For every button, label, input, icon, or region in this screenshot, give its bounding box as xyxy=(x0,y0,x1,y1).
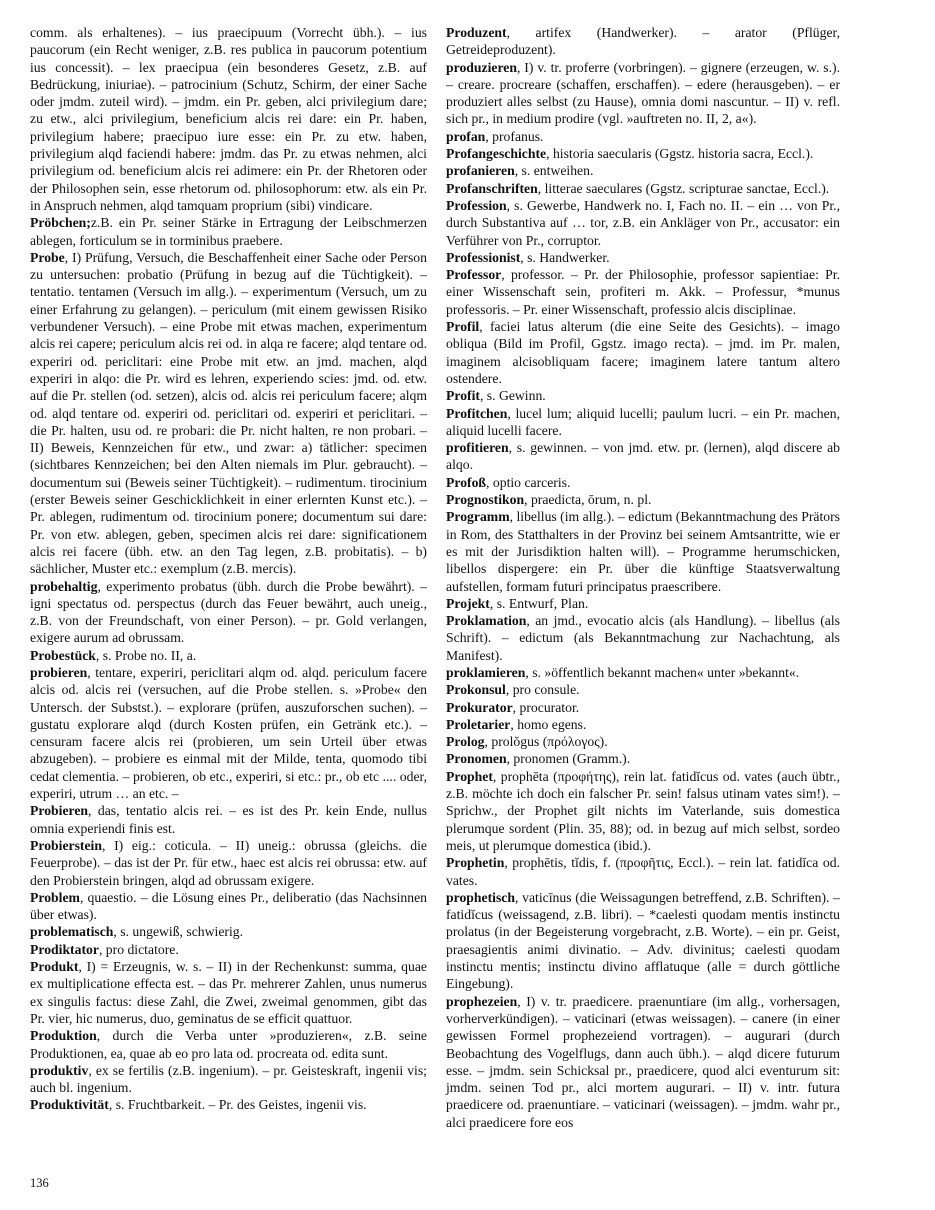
dictionary-entry xyxy=(30,647,427,664)
dictionary-entry xyxy=(446,197,840,249)
entry-headword: Profanschriften xyxy=(446,180,538,196)
dictionary-entry xyxy=(446,664,840,681)
dictionary-entry xyxy=(446,180,840,197)
entry-headword: Problem xyxy=(30,889,80,905)
entry-headword: Prophet xyxy=(446,768,493,784)
entry-definition: , s. Gewerbe, Handwerk no. I, Fach no. II. – ein … von Pr., durch Substantiva auf … tor, z.B. ein Ankläger von Pr., accusator: ein Verführer von Pr., corruptor. xyxy=(446,197,840,248)
entry-headword: Probierstein xyxy=(30,837,102,853)
dictionary-entry xyxy=(30,802,427,837)
entry-definition: , prolŏgus (πρόλογος). xyxy=(484,734,608,750)
dictionary-entry xyxy=(30,24,427,214)
entry-headword: Probieren xyxy=(30,803,89,819)
dictionary-entry xyxy=(446,128,840,145)
entry-definition: , s. entweihen. xyxy=(514,163,594,179)
entry-definition: , faciei latus alterum (die eine Seite des Gesichts). – imago obliqua (Bild im Profil, Ggstz. imago recta). – jmd. im Pr. malen, imaginem alcisobliquam facere; imaginem latere tantum altero ostendere. xyxy=(446,319,840,386)
entry-headword: Proklamation xyxy=(446,613,527,629)
dictionary-entry xyxy=(446,508,840,594)
entry-definition: , homo egens. xyxy=(510,716,587,732)
entry-headword: Profit xyxy=(446,388,480,404)
entry-headword: Pröbchen; xyxy=(30,215,91,231)
entry-definition: , an jmd., evocatio alcis (als Handlung). – libellus (als Schrift). – edictum (als Bekanntmachung zur Nachachtung, als Manifest). xyxy=(446,613,840,663)
entry-headword: Prokonsul xyxy=(446,682,506,698)
entry-definition: , ex se fertilis (z.B. ingenium). – pr. Geisteskraft, ingenii vis; auch bl. ingenium. xyxy=(30,1062,427,1096)
entry-headword: Profoß xyxy=(446,474,487,490)
dictionary-entry xyxy=(30,923,427,940)
entry-headword: Programm xyxy=(446,509,510,525)
entry-headword: prophetisch xyxy=(446,889,515,905)
entry-headword: proklamieren xyxy=(446,664,526,680)
entry-headword: problematisch xyxy=(30,924,114,940)
dictionary-entry xyxy=(446,387,840,404)
entry-headword: Prophetin xyxy=(446,855,505,871)
entry-definition: , I) eig.: coticula. – II) uneig.: obrussa (gleichs. die Feuerprobe). – das ist der Pr. für etw., haec est alcis rei obrussa: etw. auf den Probierstein bringen, alqd ad obrussam exigere. xyxy=(30,837,427,888)
dictionary-entry xyxy=(30,1027,427,1062)
entry-headword: Prodiktator xyxy=(30,941,99,957)
entry-headword: probehaltig xyxy=(30,578,98,594)
page-number: 136 xyxy=(30,1176,49,1190)
entry-headword: prophezeien xyxy=(446,993,518,1009)
entry-definition: , pro consule. xyxy=(505,682,580,698)
entry-definition: , I) v. tr. proferre (vorbringen). – gignere (erzeugen, w. s.). – creare. procreare (schaffen, erschaffen). – edere (herausgeben). – er produziert alles selbst (zu Hause), omnia domi nascuntur. – II) v. refl. sich pr., in medium prodire (vgl. »auftreten no. II, 2, a«). xyxy=(446,59,840,127)
entry-headword: produzieren xyxy=(446,59,517,75)
entry-definition: , profanus. xyxy=(485,128,544,144)
dictionary-entry xyxy=(446,318,840,387)
entry-headword: Projekt xyxy=(446,595,490,611)
entry-headword: Prognostikon xyxy=(446,492,525,508)
entry-definition: , litterae saeculares (Ggstz. scripturae sanctae, Eccl.). xyxy=(537,180,830,196)
entry-definition: , s. Probe no. II, a. xyxy=(95,647,197,663)
dictionary-entry xyxy=(30,1062,427,1097)
entry-definition: , artifex (Handwerker). – arator (Pflüger, Getreideproduzent). xyxy=(446,25,840,58)
entry-definition: , quaestio. – die Lösung eines Pr., deliberatio (das Nachsinnen über etwas). xyxy=(30,889,427,923)
dictionary-entry xyxy=(446,612,840,664)
entry-headword: Professionist xyxy=(446,249,521,265)
dictionary-entry xyxy=(446,699,840,716)
entry-definition: , professor. – Pr. der Philosophie, professor sapientiae: Pr. einer Wissenschaft sein, profiteri m. Akk. – Professur, *munus professoris. – Pr. einer Wissenschaft, professio alcis disciplinae. xyxy=(446,267,840,317)
entry-headword: profanieren xyxy=(446,163,515,179)
entry-definition: , optio carceris. xyxy=(486,474,571,490)
dictionary-entry xyxy=(30,249,427,578)
entry-definition: , s. ungewiß, schwierig. xyxy=(113,924,244,940)
entry-headword: Probestück xyxy=(30,647,96,663)
entry-definition: , pro dictatore. xyxy=(98,941,179,957)
entry-headword: Pronomen xyxy=(446,751,507,767)
entry-headword: profitieren xyxy=(446,440,509,456)
entry-definition: , procurator. xyxy=(512,699,580,715)
entry-headword: Prolog xyxy=(446,734,485,750)
entry-definition: , s. gewinnen. – von jmd. etw. pr. (lernen), alqd discere ab alqo. xyxy=(446,440,840,473)
entry-headword: probieren xyxy=(30,664,88,680)
entry-definition: , libellus (im allg.). – edictum (Bekanntmachung des Prätors in Rom, des Statthalters in der Provinz bei seinem Amtsantritte, wie er es mit der Jurisdiktion halten will). – Programme herumschicken, libellos dispergere: ein Pr. über die künftige Staatsverwaltung aufstellen, formam futuri principatus praescribere. xyxy=(446,509,840,594)
entry-headword: Produkt xyxy=(30,959,79,975)
entry-definition: , experimento probatus (übh. durch die Probe bewährt). – igni spectatus od. perspectus (durch das Feuer bewährt, auch uneig., z.B. von der Freundschaft, von einer Person). – pr. Gold verlangen, exigere aurum ad obrussam. xyxy=(30,578,427,646)
entry-headword: Proletarier xyxy=(446,716,511,732)
entry-headword: Profession xyxy=(446,197,507,213)
dictionary-entry xyxy=(446,162,840,179)
entry-definition: , historia saecularis (Ggstz. historia sacra, Eccl.). xyxy=(546,146,814,162)
entry-definition: , prophēta (προφήτης), rein lat. fatidĭcus od. vates (auch übtr., z.B. möchte ich doch ein falscher Pr. sein! falsus utinam vates sim!). – Sprichw., der Prophet gilt nichts im Vaterlande, suis domestica plerumque sordent (Plin. 35, 88); od. in bezug auf mich selbst, sordeo meis, ut plerumque domestica (ibid.). xyxy=(446,768,840,853)
dictionary-entry xyxy=(30,941,427,958)
entry-headword: Professor xyxy=(446,267,502,283)
dictionary-entry xyxy=(446,439,840,474)
entry-definition: , I) Prüfung, Versuch, die Beschaffenheit einer Sache oder Person zu untersuchen: probatio (Prüfung in bezug auf die Tüchtigkeit). – tentatio. tentamen (Versuch im allg.). – experimentum (Versuch, um zu einer Erfahrung zu gelangen). – periculum (mit einem gewissen Risiko verbundener Versuch). – eine Probe mit etwas machen, experimentum alcis rei capere; periculum alcis rei od. in alqa re facere; alqd tentare od. experiri od. periclitari: eine Probe mit etw. an jmd. machen, alqd experiri in alqo: die Pr. wird es lehren, experiendo scies: jmd. od. etw. auf die Pr. stellen (od. setzen), alcis od. alcis rei periculum facere; alqm od. alqd tentare od. experiri od. periclitari od. experiri et periclitari. – die Pr. halten, usu od. re probari: die Pr. nicht halten, re non probari. – II) Beweis, Kennzeichen für etw., und zwar: a) tätlicher: specimen (sichtbares Kennzeichen; bei den Alten niemals im Plur. gebraucht). – documentum sui (Beweis seiner Tüchtigkeit). – rudimentum. tirocinium (erster Beweis seiner Geschicklichkeit in einer erlernten Kunst etc.). – Pr. ablegen, rudimentum od. tirocinium ponere; documentum sui dare: Pr. von etw. ablegen, geben, specimen alcis rei dare: significationem alcis rei facere (übh. etw. an den Tag legen, z.B. probitatis). – b) sächlicher, Muster etc.: exemplum (z.B. mercis). xyxy=(30,249,427,577)
entry-definition: , I) v. tr. praedicere. praenuntiare (im allg., vorhersagen, vorherverkündigen). – vaticinari (etwas weissagen). – canere (in einer gewissen Formel prophezeiend vortragen). – augurari (durch Beobachtung des Vogelflugs, dann auch übh.). – alqd dicere futurum esse. – jmdm. sein Schicksal pr., praedicere, quod alci eventurum sit: jmdm. seinen Tod pr., alci mortem augurari. – II) v. intr. futura praedicere od. praenuntiare. – vaticinari (weissagen). – jmdm. wahr pr., alci praedicere fore eos xyxy=(446,993,840,1130)
entry-definition: , s. »öffentlich bekannt machen« unter »bekannt«. xyxy=(525,664,800,680)
entry-headword: Produktivität xyxy=(30,1097,109,1113)
dictionary-entry xyxy=(30,214,427,249)
entry-definition: , praedicta, ōrum, n. pl. xyxy=(524,492,652,508)
entry-definition: , s. Gewinn. xyxy=(479,388,546,404)
entry-definition: , s. Fruchtbarkeit. – Pr. des Geistes, ingenii vis. xyxy=(108,1097,367,1113)
dictionary-entry xyxy=(30,578,427,647)
entry-headword: Produzent xyxy=(446,25,507,40)
dictionary-entry xyxy=(446,266,840,318)
entry-definition: , tentare, experiri, periclitari alqm od. alqd. periculum facere alcis od. alcis rei (versuchen, auf die Probe stellen. s. »Probe« den Untersch. der Substst.). – explorare (prüfen, auszuforschen suchen). – gustatu explorare alqd (durch Kosten prüfen, ein Getränk etc.). – censuram facere alcis rei (probieren, um sein Urteil über etwas abzugeben). – probiere es einmal mit der Milde, tenta, quomodo tibi cedat clementia. – probieren, ob etc., experiri, si etc.: pr., ob etc .... oder, experiri, utrum … an etc. – xyxy=(30,664,427,802)
dictionary-entry xyxy=(30,664,427,802)
dictionary-entry xyxy=(30,958,427,1027)
entry-headword: Profangeschichte xyxy=(446,146,547,162)
dictionary-entry xyxy=(446,24,840,59)
dictionary-entry xyxy=(30,1096,427,1113)
dictionary-entry xyxy=(446,768,840,854)
entry-definition: , lucel lum; aliquid lucelli; paulum lucri. – ein Pr. machen, aliquid lucelli facere. xyxy=(446,405,840,438)
dictionary-entry xyxy=(446,889,840,993)
entry-headword: Prokurator xyxy=(446,699,513,715)
entry-definition: , vaticīnus (die Weissagungen betreffend, z.B. Schriften). – fatidĭcus (weissagend, z.B. libri). – *caelesti quodam mentis instinctu prolatus (in der Begeisterung vorgebracht, z.B. Worte). – ein pr. Geist, praesagientis animi divinatio. – Adv. divinitus; caelesti quodam instinctu mentis; instinctu divino afflatuque (alle = durch göttliche Eingebung). xyxy=(446,889,840,992)
entry-headword: Produktion xyxy=(30,1028,97,1044)
right-column xyxy=(446,24,840,1131)
dictionary-entry xyxy=(446,854,840,889)
entry-definition: z.B. ein Pr. seiner Stärke in Ertragung der Leibschmerzen ablegen, forticulum se in torminibus praebere. xyxy=(30,215,427,248)
dictionary-entry xyxy=(30,837,427,889)
entry-headword: Profil xyxy=(446,319,480,335)
dictionary-entry xyxy=(446,405,840,440)
entry-definition: , das, tentatio alcis rei. – es ist des Pr. kein Ende, nullus omnia experiendi finis est. xyxy=(30,803,427,836)
dictionary-entry xyxy=(446,595,840,612)
dictionary-entry xyxy=(446,750,840,767)
entry-definition: , s. Entwurf, Plan. xyxy=(489,595,589,611)
entry-definition: , s. Handwerker. xyxy=(520,249,610,265)
entry-definition: , I) = Erzeugnis, w. s. – II) in der Rechenkunst: summa, quae ex multiplicatione effecta est. – das Pr. mehrerer Zahlen, unus numerus ex singulis factus: diese Zahl, die Zwei, zweimal genommen, gibt das Pr. vier, hic numerus, duo, geminatus de se efficit quattuor. xyxy=(30,959,427,1026)
dictionary-entry xyxy=(446,249,840,266)
entry-definition: , durch die Verba unter »produzieren«, z.B. seine Produktionen, ea, quae ab eo pro lata od. procreata od. edita sunt. xyxy=(30,1028,427,1061)
dictionary-entry xyxy=(30,889,427,924)
dictionary-entry xyxy=(446,681,840,698)
dictionary-entry xyxy=(446,474,840,491)
dictionary-entry xyxy=(446,491,840,508)
entry-headword: Profitchen xyxy=(446,405,508,421)
entry-headword: profan xyxy=(446,128,486,144)
entry-definition: comm. als erhaltenes). – ius praecipuum (Vorrecht übh.). – ius paucorum (ein Recht weniger, z.B. res publica in paucorum potentium ius concessit). – lex praecipua (ein besonderes Gesetz, z.B. auf Bedrückung, iniuriae). – patrocinium (Schutz, Schirm, der einer Sache oder jmdm. zuteil wird). – jmdm. ein Pr. geben, alci privilegium dare; zu etw., alci privilegium, beneficium alcis rei dare: ein Pr. haben, privilegium habere; praecipuo iure esse: ein Pr. zu etw. haben, privilegium alqd faciendi habere: jmdm. das Pr. zu etwas nehmen, alci privilegium od. beneficium alcis rei adimere: ein Pr. der Rhetoren oder der Philosophen sein, esse rhetorum od. philosophorum: etw. als ein Pr. in Anspruch nehmen, alqd tamquam proprium (sibi) vindicare. xyxy=(30,25,427,213)
entry-definition: , prophētis, tĭdis, f. (προφῆτις, Eccl.). – rein lat. fatidĭca od. vates. xyxy=(446,855,840,888)
dictionary-entry xyxy=(446,716,840,733)
entry-headword: Probe xyxy=(30,249,65,265)
entry-definition: , pronomen (Gramm.). xyxy=(506,751,631,767)
entry-headword: produktiv xyxy=(30,1062,89,1078)
dictionary-entry xyxy=(446,59,840,128)
dictionary-entry xyxy=(446,145,840,162)
left-column xyxy=(30,24,427,1114)
dictionary-entry xyxy=(446,993,840,1131)
dictionary-entry xyxy=(446,733,840,750)
